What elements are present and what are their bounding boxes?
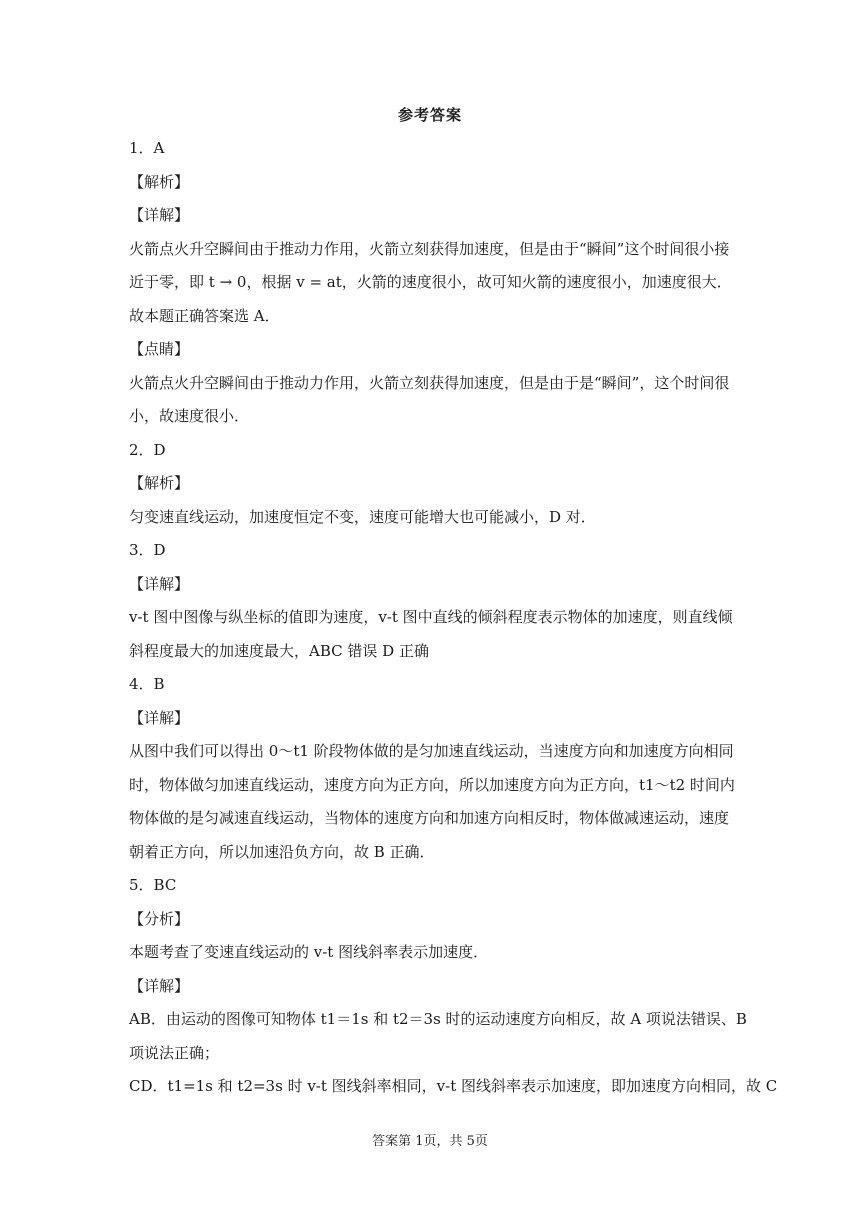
answer-number: 2．D bbox=[129, 440, 166, 459]
paragraph-line: CD．t1=1s 和 t2=3s 时 v-t 图线斜率相同，v-t 图线斜率表示加速度，即加速度方向相同，故 C bbox=[129, 1077, 778, 1095]
answer-content bbox=[129, 132, 778, 1104]
section-tag-analysis: 【解析】 bbox=[129, 474, 190, 492]
paragraph-line: 匀变速直线运动，加速度恒定不变，速度可能增大也可能减小，D 对． bbox=[129, 507, 596, 526]
section-tag-detail: 【详解】 bbox=[129, 708, 190, 727]
page-footer: 答案第 1页，共 5页 bbox=[372, 1134, 488, 1149]
answer-number: 5．BC bbox=[129, 876, 177, 894]
paragraph-line: 火箭点火升空瞬间由于推动力作用，火箭立刻获得加速度，但是由于“瞬间”这个时间很小接 bbox=[129, 239, 730, 258]
paragraph-line: 时，物体做匀加速直线运动，速度方向为正方向，所以加速度方向为正方向，t1～t2 时间内 bbox=[129, 775, 735, 794]
paragraph-line: 从图中我们可以得出 0～t1 阶段物体做的是匀加速直线运动，当速度方向和加速度方向相同 bbox=[129, 742, 734, 760]
paragraph-line: 近于零，即 t → 0，根据 v = at，火箭的速度很小，故可知火箭的速度很小，加速度很大． bbox=[129, 273, 732, 291]
paragraph-line: 物体做的是匀减速直线运动，当物体的速度方向和加速方向相反时，物体做减速运动，速度 bbox=[129, 809, 730, 827]
section-tag-comment: 【点睛】 bbox=[129, 340, 190, 358]
paragraph-line: 小，故速度很小． bbox=[129, 407, 250, 425]
section-tag-analysis: 【解析】 bbox=[129, 172, 190, 191]
section-tag-detail: 【详解】 bbox=[129, 574, 190, 593]
paragraph-line: v-t 图中图像与纵坐标的值即为速度，v-t 图中直线的倾斜程度表示物体的加速度，则直线倾 bbox=[129, 608, 733, 626]
paragraph-line: AB．由运动的图像可知物体 t1＝1s 和 t2＝3s 时的运动速度方向相反，故 A 项说法错误、B bbox=[129, 1010, 747, 1028]
answer-number: 4．B bbox=[129, 675, 165, 693]
section-tag-analysis: 【分析】 bbox=[129, 909, 190, 928]
section-tag-detail: 【详解】 bbox=[129, 206, 190, 224]
answer-number: 3．D bbox=[129, 541, 166, 559]
paragraph-line: 本题考查了变速直线运动的 v-t 图线斜率表示加速度． bbox=[129, 943, 489, 961]
answer-number: 1．A bbox=[129, 139, 165, 157]
paragraph-line: 故本题正确答案选 A． bbox=[129, 306, 280, 325]
paragraph-line: 朝着正方向，所以加速沿负方向，故 B 正确． bbox=[129, 842, 435, 861]
section-tag-detail: 【详解】 bbox=[129, 976, 190, 995]
paragraph-line: 项说法正确； bbox=[129, 1043, 220, 1062]
paragraph-line: 斜程度最大的加速度最大，ABC 错误 D 正确 bbox=[129, 641, 429, 660]
page-title: 参考答案 bbox=[397, 106, 462, 124]
paragraph-line: 火箭点火升空瞬间由于推动力作用，火箭立刻获得加速度，但是由于是“瞬间”，这个时间很 bbox=[129, 373, 730, 392]
